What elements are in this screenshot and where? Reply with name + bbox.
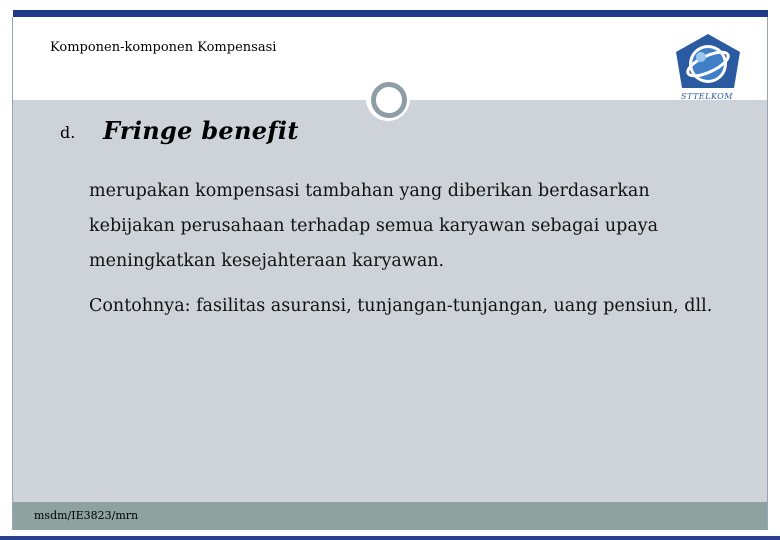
paragraph-line: kebijakan perusahaan terhadap semua karyawan sebagai upaya [89,216,659,236]
paragraph-line: merupakan kompensasi tambahan yang diberikan berdasarkan [89,181,650,201]
top-accent-bar [13,10,768,17]
item-heading: Fringe benefit [103,116,299,145]
footer-code: msdm/IE3823/mrn [34,509,139,522]
paragraph-line: meningkatkan kesejahteraan karyawan. [89,251,445,271]
example-paragraph: Contohnya: fasilitas asuransi, tunjangan-tunjangan, uang pensiun, dll. [89,296,713,316]
right-border [767,17,768,530]
bottom-accent-strip [0,536,780,540]
definition-paragraph [89,174,709,279]
list-marker: d. [60,123,76,142]
left-border [12,17,13,530]
ring-icon [371,82,407,118]
slide-title: Komponen-komponen Kompensasi [50,40,277,55]
logo-caption: STTELKOM [681,92,733,101]
